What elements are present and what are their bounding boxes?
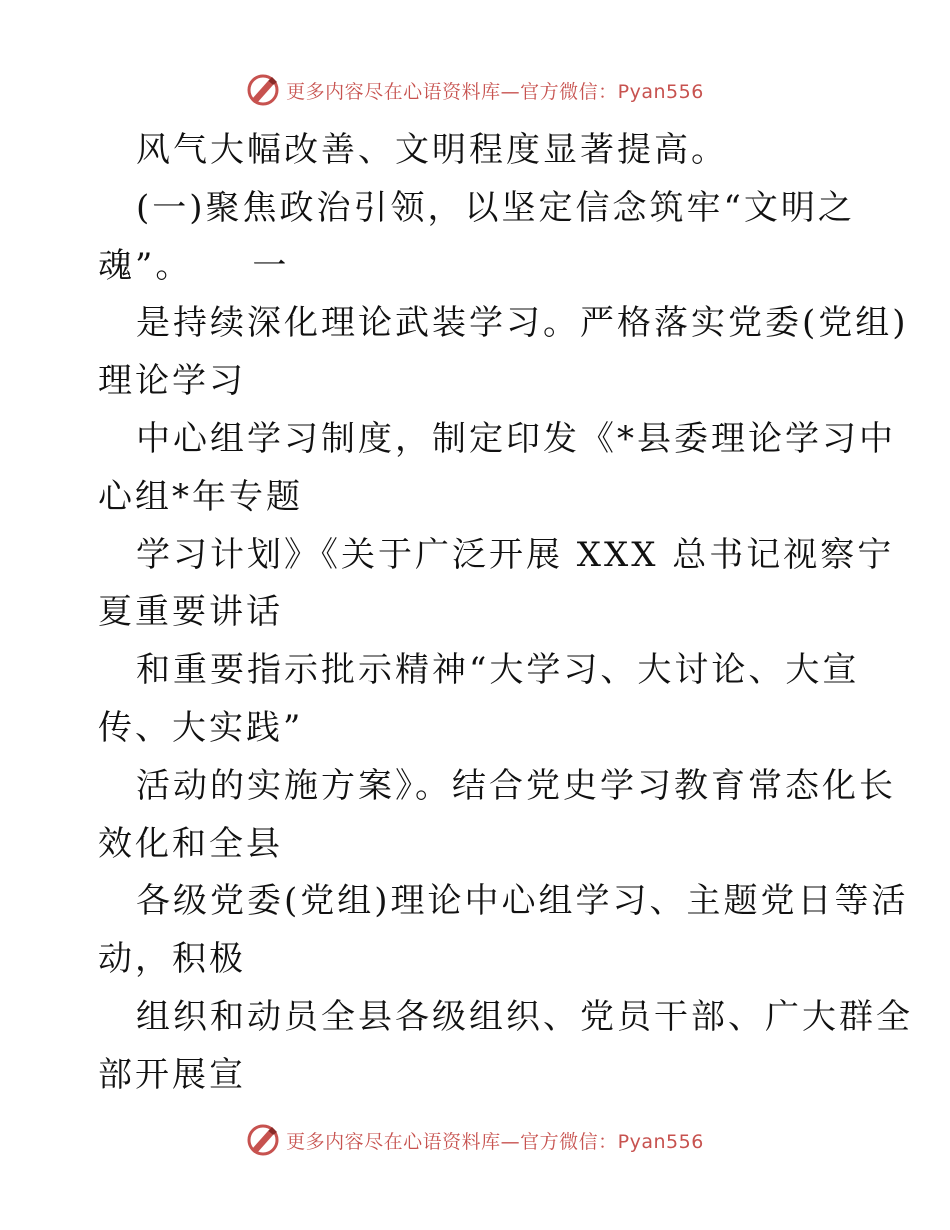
header-watermark (0, 70, 950, 110)
text-line: 传、大实践” (98, 707, 304, 748)
pen-logo-icon (246, 1123, 280, 1157)
text-line (98, 238, 858, 296)
text-line: 动，积极 (98, 939, 246, 980)
text-line: 理论学习 (98, 361, 246, 402)
document-body (98, 122, 913, 1105)
pen-logo-icon (246, 73, 280, 107)
watermark-text: 更多内容尽在心语资料库—官方微信：Pyan556 (286, 1130, 704, 1153)
text-line: 部开展宣 (98, 1054, 246, 1095)
text-line: 效化和全县 (98, 823, 283, 864)
text-line: (一)聚焦政治引领，以坚定信念筑牢“文明之 (136, 187, 855, 228)
text-line: 中心组学习制度，制定印发《*县委理论学习中 (136, 418, 896, 459)
stray-dash: 一 (252, 245, 290, 286)
text-line-content: 魂”。 (98, 245, 193, 286)
text-line: 心组*年专题 (98, 476, 303, 517)
text-line: 是持续深化理论武装学习。严格落实党委(党组) (136, 303, 909, 344)
watermark-text: 更多内容尽在心语资料库—官方微信：Pyan556 (286, 80, 704, 103)
text-line: 风气大幅改善、文明程度显著提高。 (136, 130, 728, 170)
text-line: 活动的实施方案》。结合党史学习教育常态化长 (136, 765, 896, 806)
text-line: 和重要指示批示精神“大学习、大讨论、大宣 (136, 650, 860, 691)
footer-watermark (0, 1120, 950, 1160)
text-line: 组织和动员全县各级组织、党员干部、广大群全 (136, 996, 913, 1037)
text-line: 各级党委(党组)理论中心组学习、主题党日等活 (136, 881, 909, 922)
text-line: 夏重要讲话 (98, 592, 283, 633)
text-line: 学习计划》《关于广泛开展 XXX 总书记视察宁 (136, 534, 895, 575)
